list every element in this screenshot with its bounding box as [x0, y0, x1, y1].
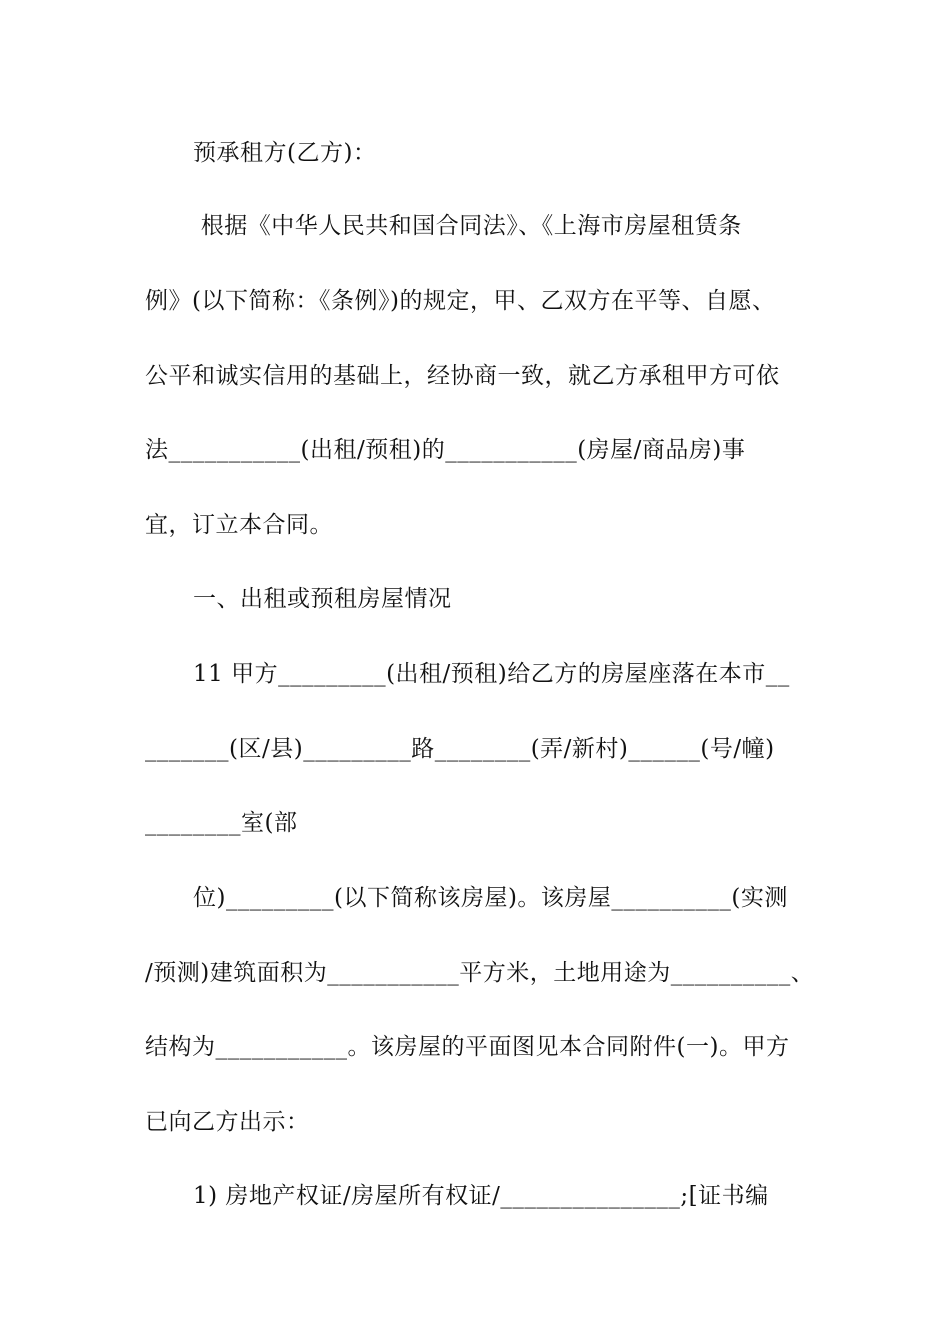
text-line-clause-5: /预测)建筑面积为___________平方米，土地用途为__________、 — [145, 960, 815, 986]
text-line-preamble-3: 公平和诚实信用的基础上，经协商一致，就乙方承租甲方可依 — [145, 363, 780, 389]
text-line-preamble-4: 法___________(出租/预租)的___________(房屋/商品房)事 — [145, 437, 746, 463]
section-heading: 一、出租或预租房屋情况 — [193, 586, 452, 612]
text-line-preamble-1: 根据《中华人民共和国合同法》、《上海市房屋租赁条 — [193, 213, 742, 239]
text-line-list-item-1: 1) 房地产权证/房屋所有权证/_______________;[证书编 — [193, 1183, 769, 1209]
text-line-preamble-5: 宜，订立本合同。 — [145, 512, 333, 538]
text-line-lessee-label: 预承租方(乙方)： — [193, 140, 377, 166]
text-line-clause-2: _______(区/县)_________路________(弄/新村)______(号/幢) — [145, 736, 775, 762]
text-line-preamble-2: 例》(以下简称：《条例》)的规定，甲、乙双方在平等、自愿、 — [145, 288, 776, 314]
text-line-clause-1: 11 甲方_________(出租/预租)给乙方的房屋座落在本市__ — [193, 661, 790, 687]
text-line-clause-4: 位)_________(以下简称该房屋)。该房屋__________(实测 — [193, 885, 788, 911]
text-line-clause-3: ________室(部 — [145, 810, 298, 836]
text-line-clause-7: 已向乙方出示： — [145, 1109, 310, 1135]
text-line-clause-6: 结构为___________。该房屋的平面图见本合同附件(一)。甲方 — [145, 1034, 790, 1060]
